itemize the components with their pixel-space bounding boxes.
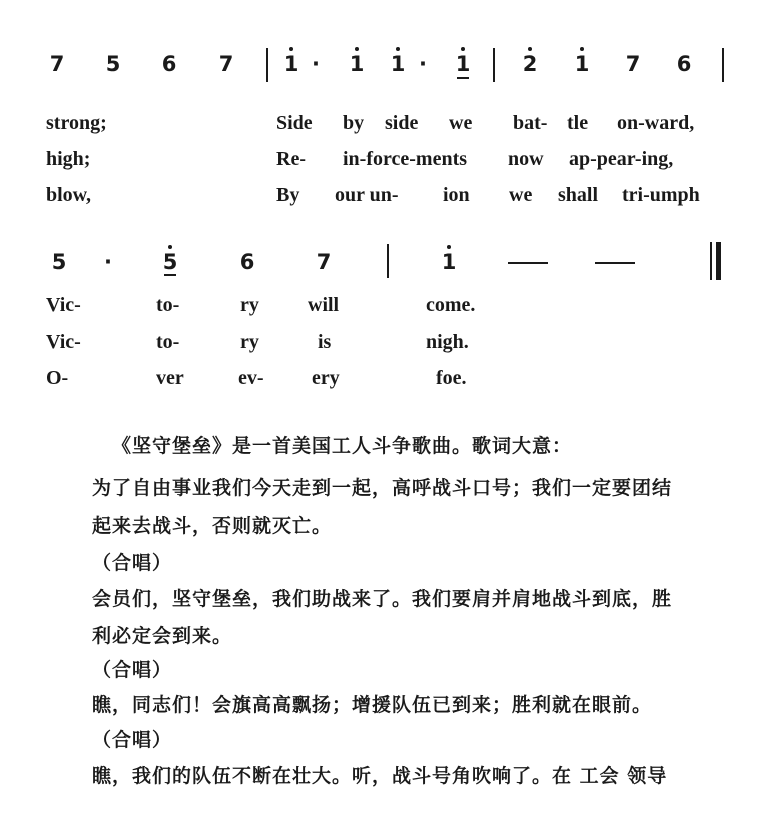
note-high: 1 [390, 52, 406, 76]
lyric-syllable: strong; [46, 112, 107, 134]
note: 7 [625, 52, 641, 76]
final-barline-thin [710, 242, 712, 280]
lyric-syllable: ry [240, 331, 259, 353]
chorus-label: （合唱） [92, 729, 173, 751]
final-barline-thick [716, 242, 721, 280]
lyric-syllable: to- [156, 331, 180, 353]
lyric-syllable: tle [567, 112, 589, 134]
note: 7 [316, 250, 332, 274]
intro-line: 《坚守堡垒》是一首美国工人斗争歌曲。歌词大意： [112, 435, 573, 457]
lyric-syllable: shall [558, 184, 599, 206]
paragraph-line: 利必定会到来。 [92, 625, 233, 647]
note-high: 1 [283, 52, 299, 76]
barline [266, 48, 268, 82]
augmentation-dot: · [419, 52, 427, 76]
note-high: 1 [574, 52, 590, 76]
note-high: 1 [450, 52, 476, 76]
note-high: 1 [441, 250, 457, 274]
lyric-syllable: By [276, 184, 300, 206]
lyric-syllable: Re- [276, 148, 306, 170]
lyric-syllable: ion [443, 184, 470, 206]
paragraph-line: 瞧，同志们！会旗高高飘扬；增援队伍已到来；胜利就在眼前。 [92, 694, 653, 716]
chorus-label: （合唱） [92, 552, 173, 574]
lyric-syllable: by [343, 112, 365, 134]
note: 5 [51, 250, 67, 274]
lyric-syllable: foe. [436, 367, 467, 389]
note-high: 2 [522, 52, 538, 76]
lyric-syllable: blow, [46, 184, 92, 206]
barline [387, 244, 389, 278]
note: 7 [218, 52, 234, 76]
lyric-syllable: will [308, 294, 340, 316]
lyric-syllable: ry [240, 294, 259, 316]
lyric-syllable: ery [312, 367, 340, 389]
lyric-syllable: nigh. [426, 331, 469, 353]
note: 6 [239, 250, 255, 274]
note: 6 [676, 52, 692, 76]
note: 6 [161, 52, 177, 76]
paragraph-line: 瞧，我们的队伍不断在壮大。听，战斗号角吹响了。在 工会 领导 [92, 765, 668, 787]
lyric-syllable: tri-umph [622, 184, 700, 206]
lyric-syllable: on-ward, [617, 112, 695, 134]
dash [595, 262, 635, 264]
lyric-syllable: to- [156, 294, 180, 316]
lyric-syllable: Vic- [46, 331, 81, 353]
lyric-syllable: now [508, 148, 544, 170]
lyric-syllable: Vic- [46, 294, 81, 316]
lyric-syllable: ap-pear-ing, [569, 148, 674, 170]
paragraph-line: 会员们，坚守堡垒，我们助战来了。我们要肩并肩地战斗到底，胜 [92, 588, 673, 610]
lyric-syllable: we [509, 184, 533, 206]
barline [493, 48, 495, 82]
note: 5 [105, 52, 121, 76]
augmentation-dot: · [312, 52, 320, 76]
note-high: 1 [349, 52, 365, 76]
lyric-syllable: ver [156, 367, 184, 389]
note: 5 [162, 250, 178, 274]
lyric-syllable: is [318, 331, 332, 353]
lyric-syllable: come. [426, 294, 476, 316]
paragraph-line: 为了自由事业我们今天走到一起，高呼战斗口号；我们一定要团结 [92, 477, 673, 499]
lyric-syllable: in-force-ments [343, 148, 468, 170]
augmentation-dot: · [104, 250, 112, 274]
lyric-syllable: Side [276, 112, 313, 134]
lyric-syllable: side [385, 112, 419, 134]
lyric-syllable: high; [46, 148, 91, 170]
paragraph-line: 起来去战斗，否则就灭亡。 [92, 515, 333, 537]
lyric-syllable: our un- [335, 184, 399, 206]
lyric-syllable: bat- [513, 112, 548, 134]
chorus-label: （合唱） [92, 659, 173, 681]
lyric-syllable: O- [46, 367, 69, 389]
lyric-syllable: ev- [238, 367, 264, 389]
barline [722, 48, 724, 82]
dash [508, 262, 548, 264]
lyric-syllable: we [449, 112, 473, 134]
note: 7 [49, 52, 65, 76]
